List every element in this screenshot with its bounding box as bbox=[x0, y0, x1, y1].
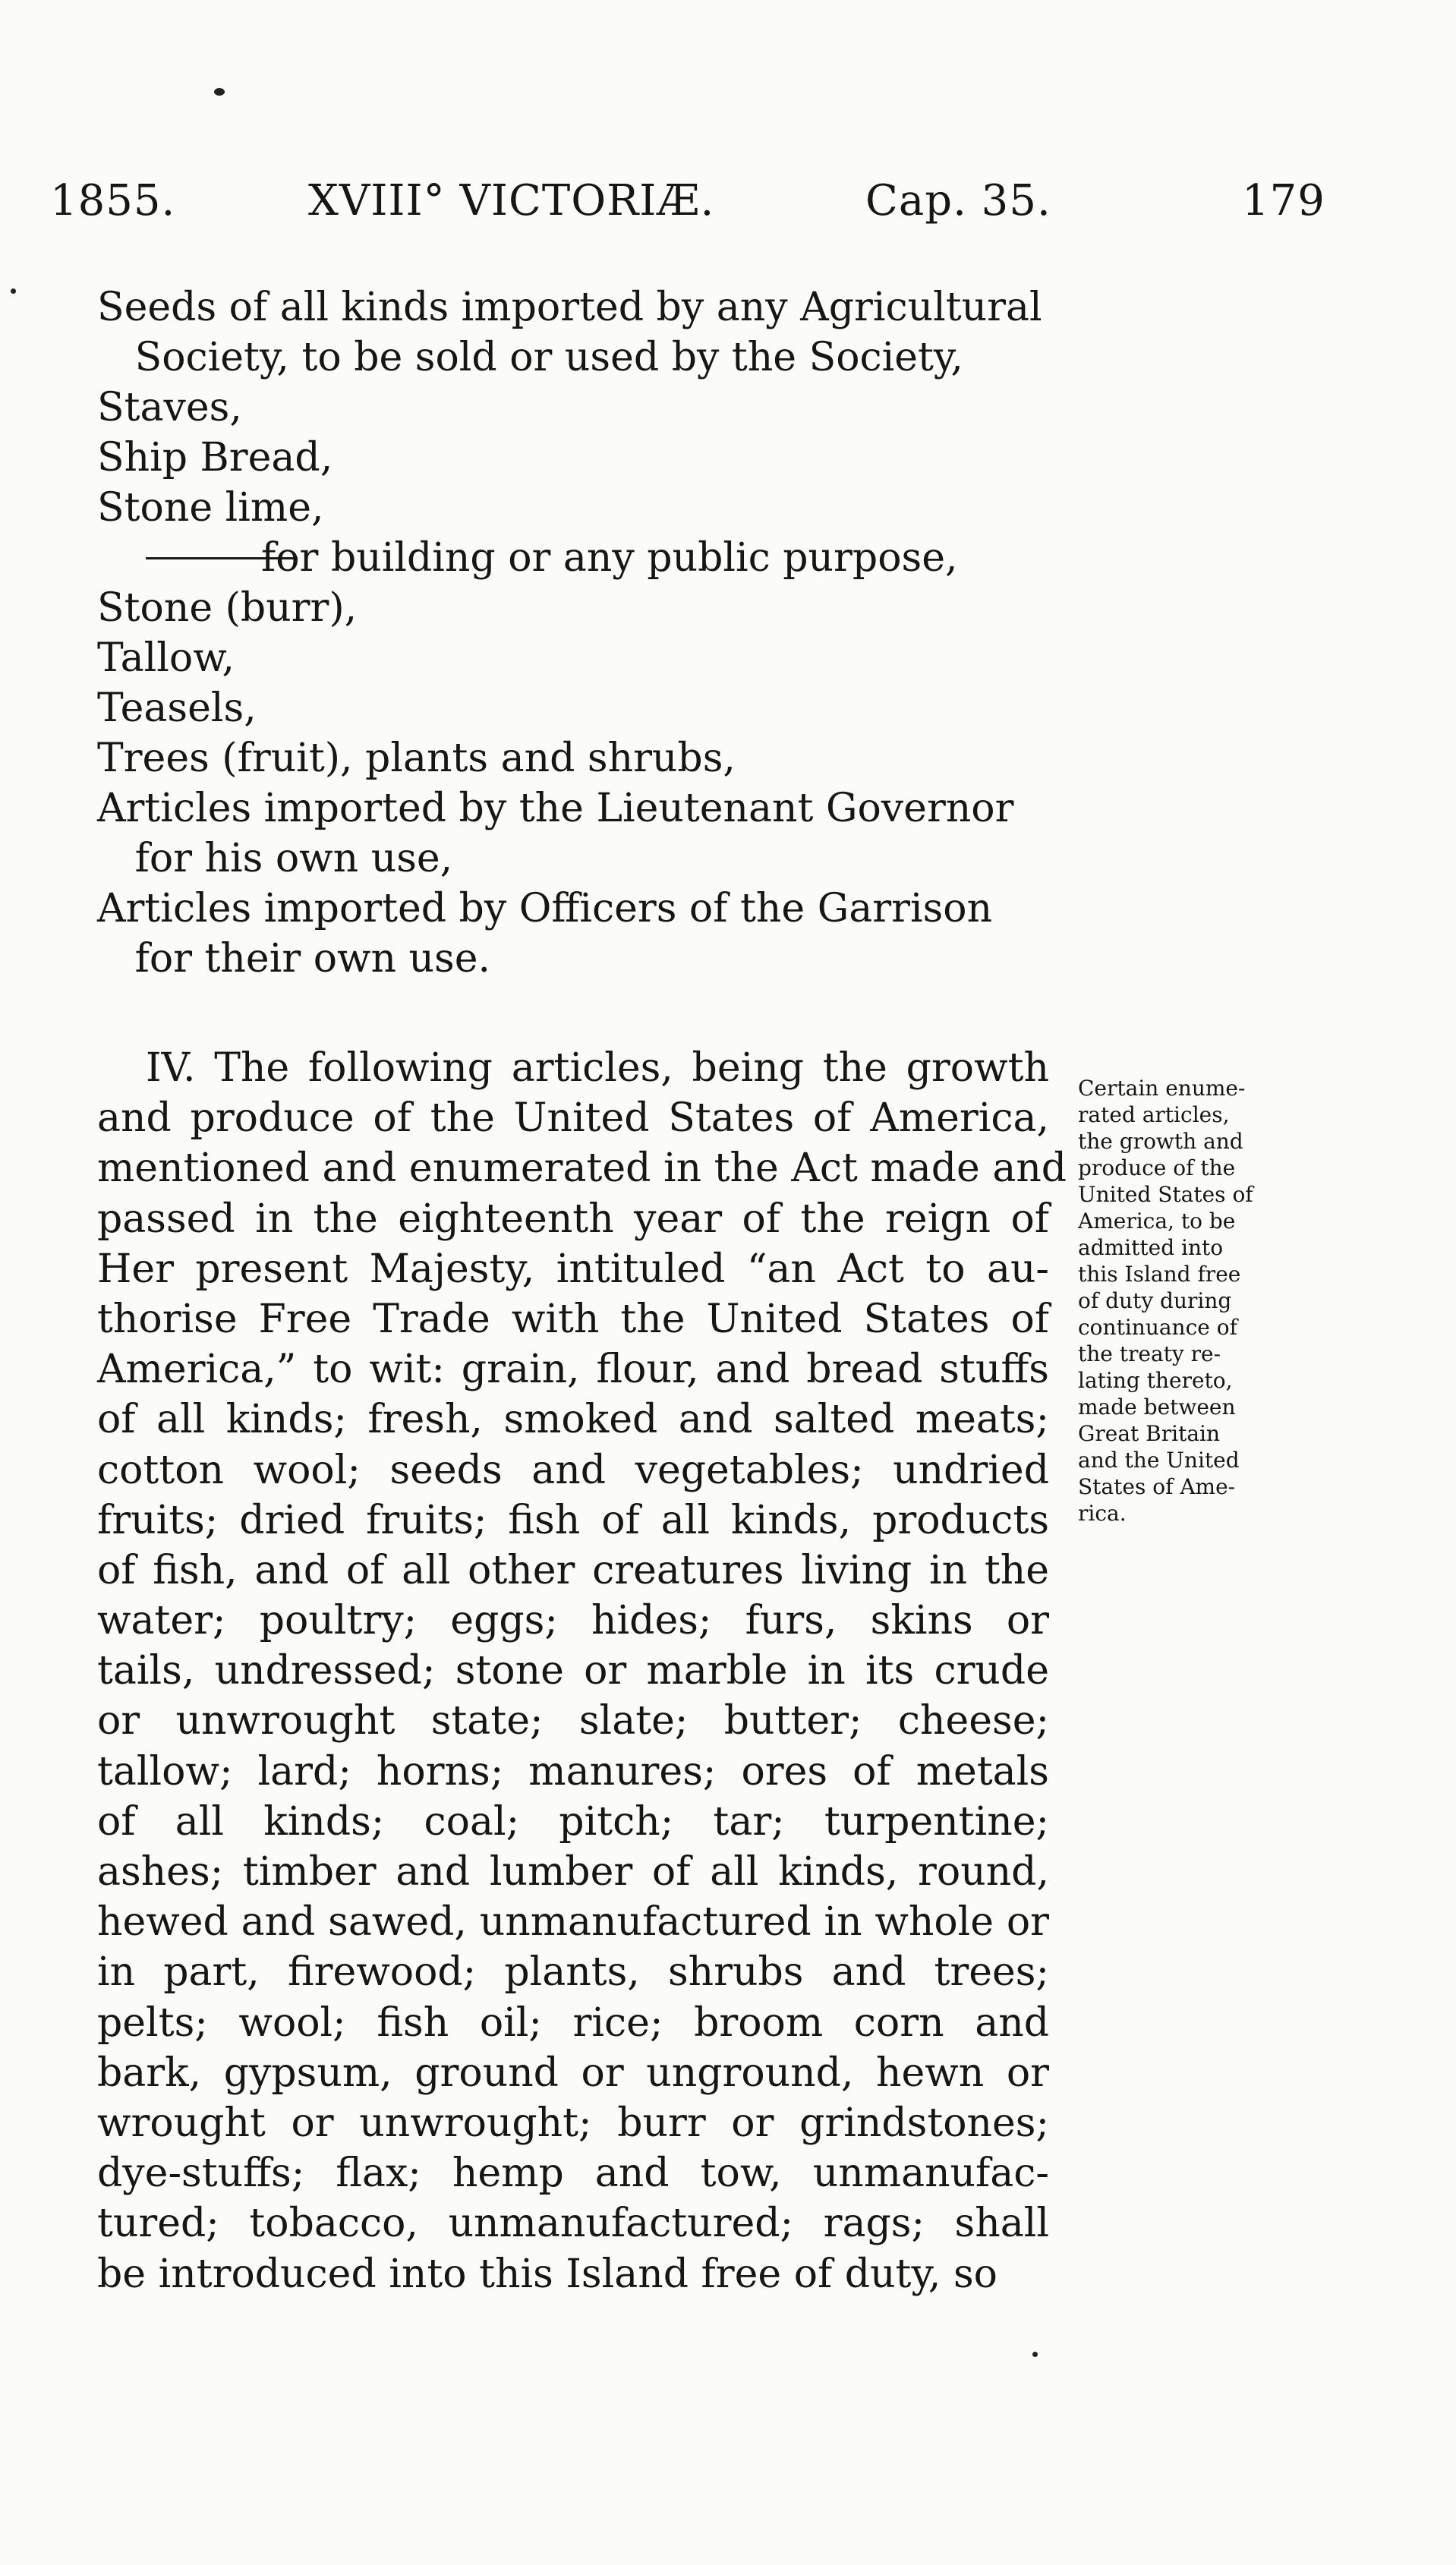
page-number: 179 bbox=[1242, 176, 1325, 225]
paragraph-line: of fish, and of all other creatures living in the bbox=[97, 1547, 1049, 1593]
marginal-note-line: continuance of bbox=[1078, 1315, 1237, 1340]
list-item: for his own use, bbox=[97, 836, 453, 881]
paragraph-line: hewed and sawed, unmanufactured in whole or bbox=[97, 1899, 1049, 1946]
list-item: Staves, bbox=[97, 385, 242, 430]
paragraph-line: mentioned and enumerated in the Act made and bbox=[97, 1145, 1067, 1192]
marginal-note-line: Great Britain bbox=[1078, 1421, 1221, 1446]
marginal-note-line: the treaty re- bbox=[1078, 1341, 1221, 1366]
marginal-note-line: admitted into bbox=[1078, 1235, 1224, 1260]
paragraph-line: Her present Majesty, intituled “an Act to au- bbox=[97, 1246, 1049, 1292]
paragraph-line: passed in the eighteenth year of the reign of bbox=[97, 1196, 1049, 1242]
paragraph-line: tails, undressed; stone or marble in its crude bbox=[97, 1648, 1049, 1694]
list-item: Society, to be sold or used by the Society, bbox=[97, 335, 963, 380]
ink-speck bbox=[214, 88, 225, 96]
ink-speck bbox=[1032, 2352, 1038, 2357]
running-header bbox=[50, 176, 1341, 237]
list-item: Articles imported by Officers of the Garrison bbox=[97, 886, 993, 931]
list-item: Trees (fruit), plants and shrubs, bbox=[97, 736, 736, 781]
paragraph-line: be introduced into this Island free of duty, so bbox=[97, 2251, 997, 2297]
header-chapter: Cap. 35. bbox=[865, 176, 1051, 225]
list-item: Stone (burr), bbox=[97, 585, 358, 631]
marginal-note-line: and the United bbox=[1078, 1448, 1240, 1473]
list-item: Ship Bread, bbox=[97, 435, 333, 481]
marginal-note-line: Certain enume- bbox=[1078, 1076, 1246, 1101]
marginal-note-line: the growth and bbox=[1078, 1129, 1243, 1154]
paragraph-line: cotton wool; seeds and vegetables; undried bbox=[97, 1447, 1049, 1493]
paragraph-line: or unwrought state; slate; butter; cheese; bbox=[97, 1698, 1049, 1744]
marginal-note-line: of duty during bbox=[1078, 1288, 1232, 1313]
marginal-note-line: produce of the bbox=[1078, 1155, 1236, 1180]
list-item-text: for building or any public purpose, bbox=[261, 535, 958, 581]
paragraph-line: pelts; wool; fish oil; rice; broom corn and bbox=[97, 1999, 1049, 2046]
marginal-note-line: lating thereto, bbox=[1078, 1368, 1233, 1393]
paragraph-line: tallow; lard; horns; manures; ores of metals bbox=[97, 1748, 1049, 1795]
header-title: XVIII° VICTORIÆ. bbox=[308, 176, 715, 225]
paragraph-line: ashes; timber and lumber of all kinds, round, bbox=[97, 1849, 1049, 1895]
list-item: Tallow, bbox=[97, 635, 235, 681]
paragraph-line: and produce of the United States of America, bbox=[97, 1095, 1049, 1142]
paragraph-line: of all kinds; coal; pitch; tar; turpentine; bbox=[97, 1798, 1049, 1845]
duty-free-list bbox=[97, 282, 1084, 984]
paragraph-line: water; poultry; eggs; hides; furs, skins or bbox=[97, 1598, 1049, 1644]
marginal-note bbox=[1078, 1075, 1303, 1527]
list-item: Seeds of all kinds imported by any Agricultural bbox=[97, 285, 1042, 330]
paragraph-line: tured; tobacco, unmanufactured; rags; shall bbox=[97, 2201, 1049, 2247]
paragraph-line: fruits; dried fruits; fish of all kinds, products bbox=[97, 1497, 1049, 1543]
section-iv-paragraph bbox=[97, 1043, 1067, 2299]
paragraph-line: thorise Free Trade with the United States of bbox=[97, 1296, 1049, 1342]
paragraph-line: of all kinds; fresh, smoked and salted meats; bbox=[97, 1397, 1049, 1443]
paragraph-line: in part, firewood; plants, shrubs and trees; bbox=[97, 1949, 1049, 1996]
marginal-note-line: States of Ame- bbox=[1078, 1474, 1236, 1499]
marginal-note-line: rica. bbox=[1078, 1501, 1127, 1526]
paragraph-line: bark, gypsum, ground or unground, hewn or bbox=[97, 2050, 1049, 2096]
list-item: for their own use. bbox=[97, 936, 491, 982]
marginal-note-line: made between bbox=[1078, 1394, 1236, 1420]
paragraph-line: America,” to wit: grain, flour, and bread stuffs bbox=[97, 1347, 1049, 1393]
list-item: Articles imported by the Lieutenant Governor bbox=[97, 786, 1014, 831]
marginal-note-line: this Island free bbox=[1078, 1262, 1241, 1287]
paragraph-line: IV. The following articles, being the growth bbox=[146, 1045, 1049, 1091]
marginal-note-line: America, to be bbox=[1078, 1208, 1236, 1234]
paragraph-line: wrought or unwrought; burr or grindstones; bbox=[97, 2100, 1049, 2146]
ink-speck bbox=[11, 288, 16, 294]
marginal-note-line: United States of bbox=[1078, 1182, 1253, 1207]
paragraph-line: dye-stuffs; flax; hemp and tow, unmanufac- bbox=[97, 2151, 1049, 2197]
list-item-ditto bbox=[97, 533, 1084, 583]
list-item: Teasels, bbox=[97, 685, 257, 731]
marginal-note-line: rated articles, bbox=[1078, 1102, 1230, 1127]
header-year: 1855. bbox=[50, 176, 176, 225]
list-item: Stone lime, bbox=[97, 485, 324, 531]
